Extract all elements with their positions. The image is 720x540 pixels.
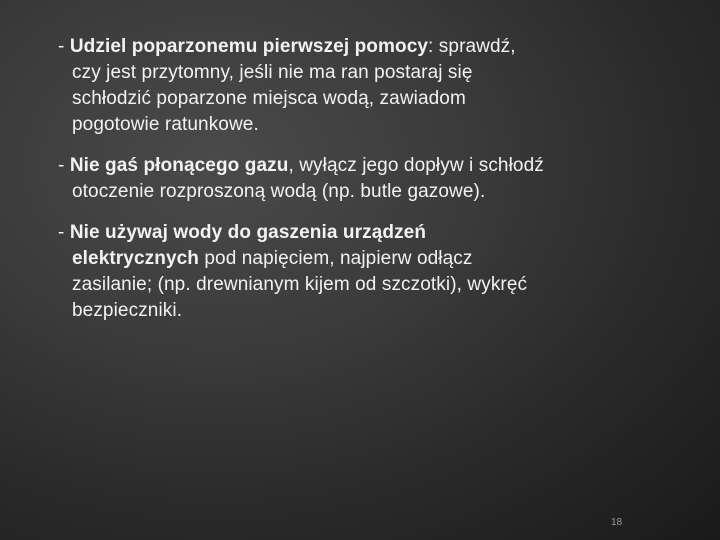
bullet-heading: Nie gaś płonącego gazu (69, 155, 289, 176)
bullet-dash: - (58, 155, 70, 176)
bullet-line: schłodzić poparzone miejsca wodą, zawiadom (72, 88, 466, 109)
bullet-list (58, 34, 698, 339)
bullet-line (58, 246, 698, 272)
bullet-line (58, 34, 698, 60)
bullet-line: czy jest przytomny, jeśli nie ma ran postaraj się (72, 62, 473, 83)
bullet-dash: - (58, 222, 70, 243)
bullet-line: pogotowie ratunkowe. (72, 114, 259, 135)
bullet-line: otoczenie rozproszoną wodą (np. butle gazowe). (72, 181, 486, 202)
bullet-line (58, 220, 698, 246)
bullet-line: bezpieczniki. (72, 300, 183, 321)
bullet-line: zasilanie; (np. drewnianym kijem od szczotki), wykręć (72, 274, 528, 295)
bullet-heading: elektrycznych (72, 248, 199, 269)
bullet-item-electrical-fire (58, 220, 698, 324)
bullet-item-burn-first-aid (58, 34, 698, 138)
bullet-line (58, 153, 698, 179)
bullet-dash: - (58, 36, 70, 57)
bullet-heading: Udziel poparzonemu pierwszej pomocy (69, 36, 429, 57)
bullet-item-gas-fire (58, 153, 698, 205)
page-number: 18 (611, 517, 623, 528)
bullet-text: : sprawdź, (428, 36, 516, 57)
bullet-text: , wyłącz jego dopływ i schłodź (288, 155, 544, 176)
bullet-text: pod napięciem, najpierw odłącz (198, 248, 473, 269)
bullet-heading: Nie używaj wody do gaszenia urządzeń (69, 222, 427, 243)
